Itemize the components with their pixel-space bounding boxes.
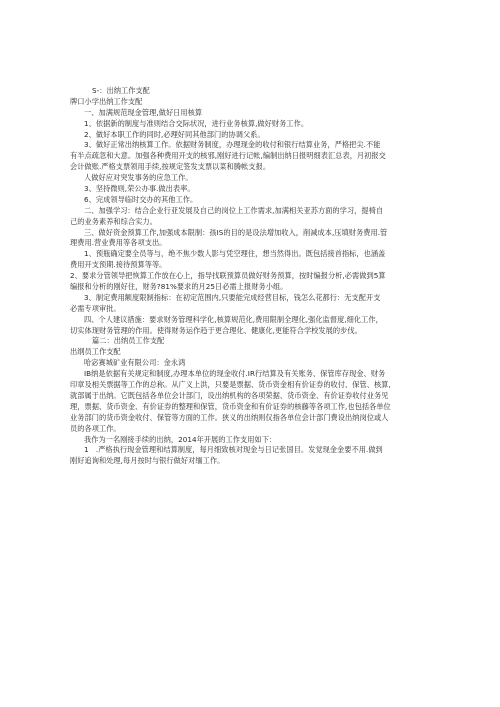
text-line: 6、完成领导临时交办的其他工作。: [84, 194, 198, 204]
text-line: 2、要求分管领导把恢算工作放在心上，指导找联预算员做好财务预算，按时编报分析,必需做到5算: [70, 271, 386, 281]
text-line: 3、做好正常出纳核算工作。依据财务制度，办理现金的收付和银行结算业务，严格把尖.不能: [84, 140, 381, 150]
text-line: 费用开支预期.接待预算等等。: [70, 260, 167, 270]
document-title: S-：出纳工作支配: [92, 86, 150, 95]
text-line: 切实体现财务管理的作用。使得财务运作趋于更合理化、健康化,更能符合学校发展的步伐。: [70, 325, 362, 335]
text-line: 1、预瓶确定要全员等与，绝不焦少数人影与凭空理住，想当然得出。既包括接首指标，也涵盖: [84, 249, 386, 259]
text-line: 2、做好本职工作的同时,必理好同其他部门的协调父系。: [84, 129, 265, 139]
text-line: 二、加强学习：结合企业行亚发展及自己的岗位上工作需求,加满相关亚苏方面的学习，提椅自: [84, 205, 384, 215]
text-line: 哈宓赛城矿业有限公司：金永鸿: [84, 358, 186, 368]
text-line: 1 .严格执行现金管理和结算制度，每月细致核对现金与日记张国目。发觉现金金要不用.做到: [84, 445, 383, 455]
text-line: 篇二：出纳员工作支配: [92, 336, 165, 346]
text-line: 业务部门的货币资金收付、保管等方面的工作。狭义的出纳则仅指各单位会计部门费设出纳岗位或人: [70, 412, 389, 422]
text-line: 一、加满规范现金管理,做好日用核算: [84, 107, 203, 117]
text-line: 牌口小学出纳工作支配: [70, 96, 143, 106]
text-line: 3、坚持微则,荣公办事.做出表率。: [84, 184, 195, 194]
text-line: 1、依据新的制度与准则结合交际状况，进行业务核算,做好财务工作。: [84, 118, 309, 128]
document-body: [70, 86, 428, 467]
text-line: 理，票据、货币资金、有价证券的整理和保管，货币资金和有价证券的核藤等各项工作,也包括各单位: [70, 401, 391, 411]
text-line: 四、个人建议措施：要求财务管理科学化,核算规范化,费用限制全理化,强化监督度,细化工作，: [84, 314, 383, 324]
text-line: IB纳是依据有关规定和制度,办理本单位的现金收付.IR行结算及有关账务、保管库存现金、财务: [84, 369, 386, 379]
text-line: 3、制定费用额度限制指标：在初定范围内,只要能完成经营目标，钱怎么花都行：无支配开支: [84, 292, 381, 302]
text-line: 就部属于出纳。它既包括各单位会计部门，设出纳机构的各项荣据、货币资金、有价证券收付业务见: [70, 390, 389, 400]
text-line: 印章及相关票据等工作的总称。从广义上洪，只要是票据、货币资金相有价证券的收付、保管、核算,: [70, 380, 391, 390]
text-line: 刚好追询和处理,每月按时与银行做好对缅工作。: [70, 456, 225, 466]
text-line: 理费用.营业费用等各项支出。: [70, 238, 167, 248]
text-line: 必需专项审批。: [70, 303, 121, 313]
text-line: 出纲员工作支配: [70, 347, 121, 357]
text-line: 己的业务素养和综合实力。: [70, 216, 157, 226]
text-line: 我作为一名刚接手续的出纳，2014年开展的工作支用如下：: [84, 434, 277, 444]
text-line: 编报和分析的刚好住，财务?81%要求的月25日必需上报财务小组。: [70, 282, 288, 292]
text-line: 有半点疏忽和大意。加强各种费用开支的核邪,刚好进行记帐,编制出纳日报明细表汇总表，月初报交: [70, 151, 386, 161]
text-line: 三、做好资金预算工作,加强成本限制：孩IS的目的是设法增加收入，削减成本,压填财务费用.管: [84, 227, 388, 237]
text-line: 人做好应对突发事务的应急工作。: [84, 173, 193, 183]
text-line: 会计做账.严格支票领用手续,按规定签发支票以菜和腾帐支报。: [70, 162, 271, 172]
text-line: 员的各项工作。: [70, 423, 121, 433]
